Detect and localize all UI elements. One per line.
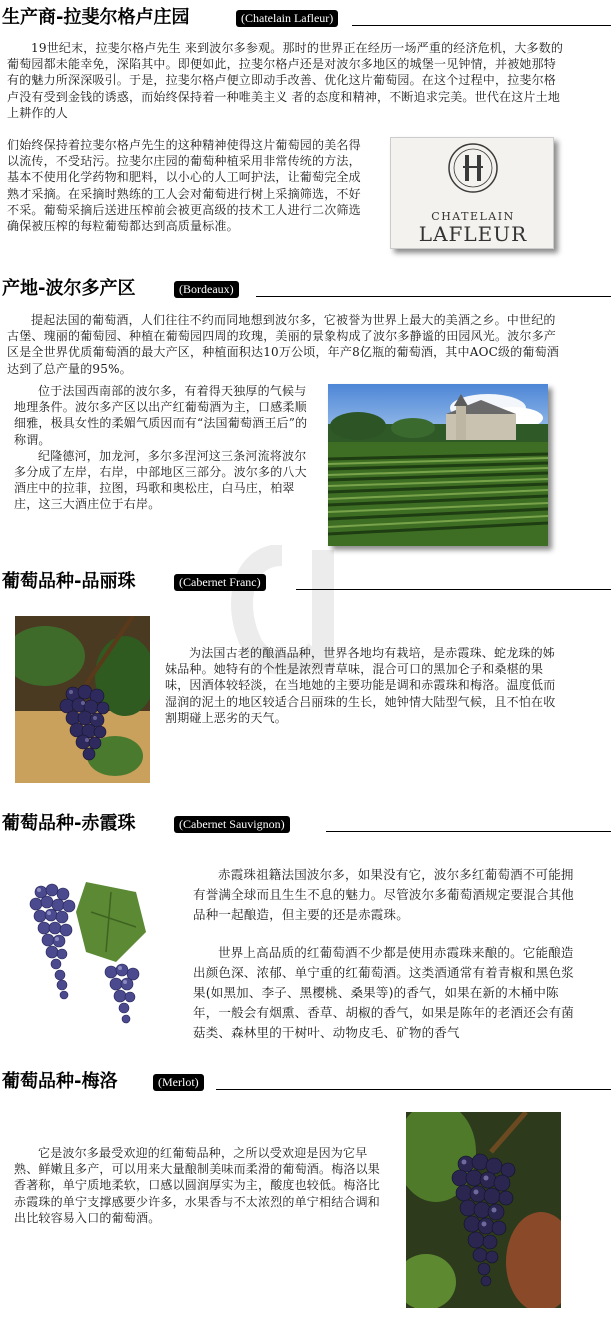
section-header-bordeaux [0,277,611,303]
section-rule [296,589,611,590]
paragraph: 为法国古老的酿酒品种，世界各地均有栽培，是赤霞珠、蛇龙珠的姊妹品种。她特有的个性是浓烈青草味，混合可口的黑加仑子和桑椹的果味，因酒体较轻淡，在当地她的主要功能是调和赤霞珠和梅洛。温度低而湿润的泥土的地区较适合吕丽珠的生长，她钟情大陆型气候，且不怕在收割期碰上恶劣的天气。 [165,646,556,725]
chatelain-lafleur-logo [390,137,554,249]
lafleur-intro-text [7,40,567,121]
vineyard-image [328,384,548,546]
cabernet-franc-photo [15,616,150,783]
paragraph: 纪隆德河，加龙河，多尔多涅河这三条河流将波尔多分成了左岸，右岸，中部地区三部分。波尔多的八大酒庄中的拉菲，拉图，玛歌和奥松庄，白马庄，柏翠庄，这三大酒庄位于右岸。 [14,448,307,512]
grape-cluster-image [16,872,151,1032]
section-header-merlot [0,1070,611,1096]
paragraph: 19世纪末，拉斐尔格卢先生 来到波尔多参观。那时的世界正在经历一场严重的经济危机，大多数的葡萄园都未能幸免，深陷其中。即便如此，拉斐尔格卢还是对波尔多地区的城堡一见钟情，并被她那特有的魅力所深深吸引。于是，拉斐尔格卢便立即动手改善、优化这片葡萄园。在这个过程中，拉斐尔格卢没有受到金钱的诱惑，而始终保持着一种唯美主义 者的态度和精神，不断追求完美。世代在这片土地上耕作的人 [7,41,564,120]
section-title: 葡萄品种-品丽珠 [2,571,136,592]
section-header-sauvignon [0,812,611,838]
logo-line1: CHATELAIN [431,210,515,223]
section-tag: (Chatelain Lafleur) [236,10,338,27]
section-title: 葡萄品种-梅洛 [2,1071,118,1092]
bordeaux-body-text [14,383,314,513]
bordeaux-intro-text [7,312,567,377]
logo-line2: LAFLEUR [418,222,528,246]
merlot-body-text [14,1145,384,1226]
section-header-lafleur [0,6,611,32]
section-tag: (Cabernet Franc) [174,574,266,591]
section-tag: (Cabernet Sauvignon) [174,816,290,833]
paragraph: 们始终保持着拉斐尔格卢先生的这种精神使得这片葡萄园的美名得以流传，不受玷污。拉斐尔庄园的葡萄种植采用非常传统的方法，基本不使用化学药物和肥料，以小心的人工呵护法，让葡萄完全成熟才采摘。在采摘时熟练的工人会对葡萄进行树上采摘筛选，不好不采。葡萄采摘后送进压榨前会被更高级的技术工人进行二次筛选确保被压榨的每粒葡萄都达到高质量标准。 [7,138,361,234]
grape-cluster-image [406,1112,561,1308]
section-tag: (Merlot) [153,1074,204,1091]
section-rule [256,296,611,297]
cabernet-sauvignon-photo [16,872,151,1032]
paragraph: 它是波尔多最受欢迎的红葡萄品种，之所以受欢迎是因为它早熟、鲜嫩且多产，可以用来大量酿制美味而柔滑的葡萄酒。梅洛以果香著称，单宁质地柔软，口感以圆润厚实为主，酸度也较低。梅洛比赤霞珠的单宁支撑感要少许多，水果香与不太浓烈的单宁相结合调和出比较容易入口的葡萄酒。 [14,1146,381,1225]
grape-cluster-image [15,616,150,783]
paragraph: 赤霞珠祖籍法国波尔多，如果没有它，波尔多红葡萄酒不可能拥有誉满全球而且生生不息的魅力。尽管波尔多葡萄酒规定要混合其他品种一起酿造，但主要的还是赤霞珠。 [193,867,575,922]
paragraph: 位于法国西南部的波尔多，有着得天独厚的气候与地理条件。波尔多产区以出产红葡萄酒为主，口感柔顺细雅，极具女性的柔媚气质因而有“法国葡萄酒王后”的称谓。 [14,384,308,447]
franc-body-text [165,645,561,726]
section-header-franc [0,570,611,596]
lafleur-body-text [7,137,371,234]
paragraph: 提起法国的葡萄酒，人们往往不约而同地想到波尔多，它被誉为世界上最大的美酒之乡。中世纪的古堡、瑰丽的葡萄园、种植在葡萄园四周的玫瑰，美丽的景象构成了波尔多静谧的田园风光。波尔多产区是全世界优质葡萄酒的最大产区，种植面积达10万公顷，年产8亿瓶的葡萄酒，其中AOC级的葡萄酒达到了总产量的95%。 [7,313,559,376]
logo-crest-icon [391,138,554,249]
section-title: 葡萄品种-赤霞珠 [2,813,136,834]
section-rule [216,1089,611,1090]
section-rule [352,25,611,26]
section-title: 生产商-拉斐尔格卢庄园 [2,7,190,28]
bordeaux-chateau-photo [328,384,548,546]
paragraph: 世界上高品质的红葡萄酒不少都是使用赤霞珠来酿的。它能酿造出颜色深、浓郁、单宁重的红葡萄酒。这类酒通常有着青椒和黑色浆果(如黑加、李子、黑樱桃、桑果等)的香气，如果在新的木桶中陈年，一般会有烟熏、香草、胡椒的香气，如果是陈年的老酒还会有菌菇类、森林里的干树叶、动物皮毛、矿物的香气 [193,945,575,1040]
merlot-photo [406,1112,561,1308]
section-tag: (Bordeaux) [174,281,239,298]
section-rule [326,831,611,832]
section-title: 产地-波尔多产区 [2,278,136,299]
sauvignon-body-text [193,865,581,1043]
